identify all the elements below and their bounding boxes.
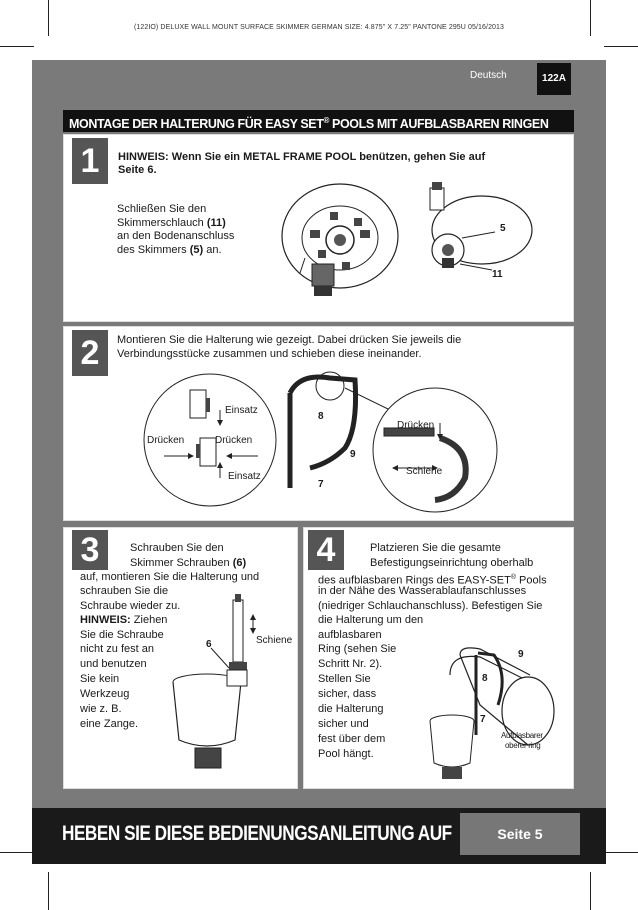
step3-line: Schrauben Sie den <box>130 542 224 554</box>
step3-line: und benutzen <box>80 658 147 670</box>
page-code: 122A <box>537 63 571 95</box>
step4-line: sicher, dass <box>318 688 377 700</box>
step3-label-rail: Schiene <box>256 635 293 646</box>
step4-label-8: 8 <box>482 673 488 684</box>
step2-line2: Verbindungsstücke zusammen und schieben diese ineinander. <box>117 348 422 360</box>
step2-label-insert-bottom: Einsatz <box>228 471 261 482</box>
step3-line: wie z. B. <box>80 703 122 715</box>
ring-label-line2: oberer ring <box>505 741 541 750</box>
footer-title: HEBEN SIE DIESE BEDIENUNGSANLEITUNG AUF <box>62 822 452 845</box>
step3-label-6: 6 <box>206 639 212 650</box>
step1-note-line1: HINWEIS: Wenn Sie ein METAL FRAME POOL benützen, gehen Sie auf <box>118 151 486 163</box>
crop-mark <box>590 872 591 910</box>
step4-line: aufblasbaren <box>318 629 382 641</box>
crop-mark <box>0 852 34 853</box>
step3-line: Schraube wieder zu. <box>80 600 181 612</box>
step4-line: Befestigungseinrichtung oberhalb <box>370 557 534 569</box>
step3-line: auf, montieren Sie die Halterung und <box>80 571 260 583</box>
step4-line: die Halterung <box>318 703 384 715</box>
footer-page-number: Seite 5 <box>460 813 580 855</box>
step3-line <box>80 614 167 628</box>
title-main: MONTAGE DER HALTERUNG FÜR EASY SET <box>69 117 324 132</box>
step3-text-part: Skimmer Schrauben <box>130 557 233 569</box>
step3-number: 3 <box>72 530 108 570</box>
title-registered-mark: ® <box>323 116 329 125</box>
section-title <box>63 110 574 132</box>
step1-label-5: 5 <box>500 223 506 234</box>
step2-illustration <box>140 368 570 518</box>
step1-text-part: an. <box>203 243 222 256</box>
step4-line: Pool hängt. <box>318 748 374 760</box>
ring-label-line1: Aufblasbarer <box>501 731 543 740</box>
step3-text-part: Ziehen <box>130 614 168 626</box>
step2-label-press-right: Drücken <box>215 435 253 446</box>
step3-line: schrauben Sie die <box>80 585 169 597</box>
title-rest: POOLS MIT AUFBLASBAREN RINGEN <box>328 117 549 132</box>
step1-label-11: 11 <box>492 269 503 280</box>
step4-line: in der Nähe des Wasserablaufanschlusses <box>318 585 527 597</box>
step3-part-ref: (6) <box>232 557 247 569</box>
step1-illustration <box>270 178 570 318</box>
step2-label-8: 8 <box>318 411 324 422</box>
step3-line: Werkzeug <box>80 688 130 700</box>
crop-mark <box>48 872 49 910</box>
step4-number: 4 <box>308 530 344 570</box>
step2-label-press-left: Drücken <box>147 435 185 446</box>
step2-label-press-detail: Drücken <box>397 420 435 431</box>
step4-registered-mark: ® <box>510 574 516 581</box>
step1-part-ref: (11) <box>206 216 226 229</box>
step1-text-part: des Skimmers <box>117 243 190 256</box>
step2-line1: Montieren Sie die Halterung wie gezeigt. Dabei drücken Sie jeweils die <box>117 334 462 346</box>
step3-line: Sie die Schraube <box>80 629 164 641</box>
crop-mark <box>604 852 638 853</box>
step2-label-rail: Schiene <box>406 466 443 477</box>
step4-label-9: 9 <box>518 649 524 660</box>
step3-line: eine Zange. <box>80 718 139 730</box>
step4-line: Schritt Nr. 2). <box>318 658 383 670</box>
crop-mark <box>604 46 638 47</box>
step2-label-9: 9 <box>350 449 356 460</box>
step1-note-line2: Seite 6. <box>118 164 157 176</box>
step4-label-ring <box>501 731 543 751</box>
step3-line: Sie kein <box>80 673 120 685</box>
step4-text-part: Pools <box>516 574 547 587</box>
crop-mark <box>0 46 34 47</box>
step4-line: fest über dem <box>318 733 386 745</box>
step1-line <box>117 244 277 258</box>
step1-text-part: Skimmerschlauch <box>117 216 207 229</box>
step1-text <box>117 203 277 257</box>
print-info: (122IO) DELUXE WALL MOUNT SURFACE SKIMMER GERMAN SIZE: 4.875" X 7.25" PANTONE 295U 05/16/2013 <box>133 24 505 31</box>
step4-line: Ring (sehen Sie <box>318 643 397 655</box>
step1-part-ref: (5) <box>189 243 204 256</box>
step4-label-7: 7 <box>480 714 486 725</box>
step2-label-insert-top: Einsatz <box>225 405 258 416</box>
step2-label-7: 7 <box>318 479 324 490</box>
step3-line <box>130 557 246 571</box>
step1-line <box>117 217 277 231</box>
step4-line: die Halterung um den <box>318 614 424 626</box>
step3-line: nicht zu fest an <box>80 643 154 655</box>
step3-note-label: HINWEIS: <box>80 614 131 626</box>
step2-number: 2 <box>72 330 108 376</box>
step4-line: Platzieren Sie die gesamte <box>370 542 501 554</box>
step1-number: 1 <box>72 138 108 184</box>
step4-line: Stellen Sie <box>318 673 371 685</box>
step4-line: sicher und <box>318 718 369 730</box>
step4-line: (niedriger Schlauchanschluss). Befestigen Sie <box>318 600 543 612</box>
language-label: Deutsch <box>470 70 507 81</box>
step1-line: Schließen Sie den <box>117 203 207 215</box>
step1-line: an den Bodenanschluss <box>117 230 235 242</box>
step4-illustration <box>420 635 570 785</box>
step3-illustration <box>165 590 285 780</box>
step4-text-part: des aufblasbaren Rings des EASY-SET <box>318 574 511 587</box>
